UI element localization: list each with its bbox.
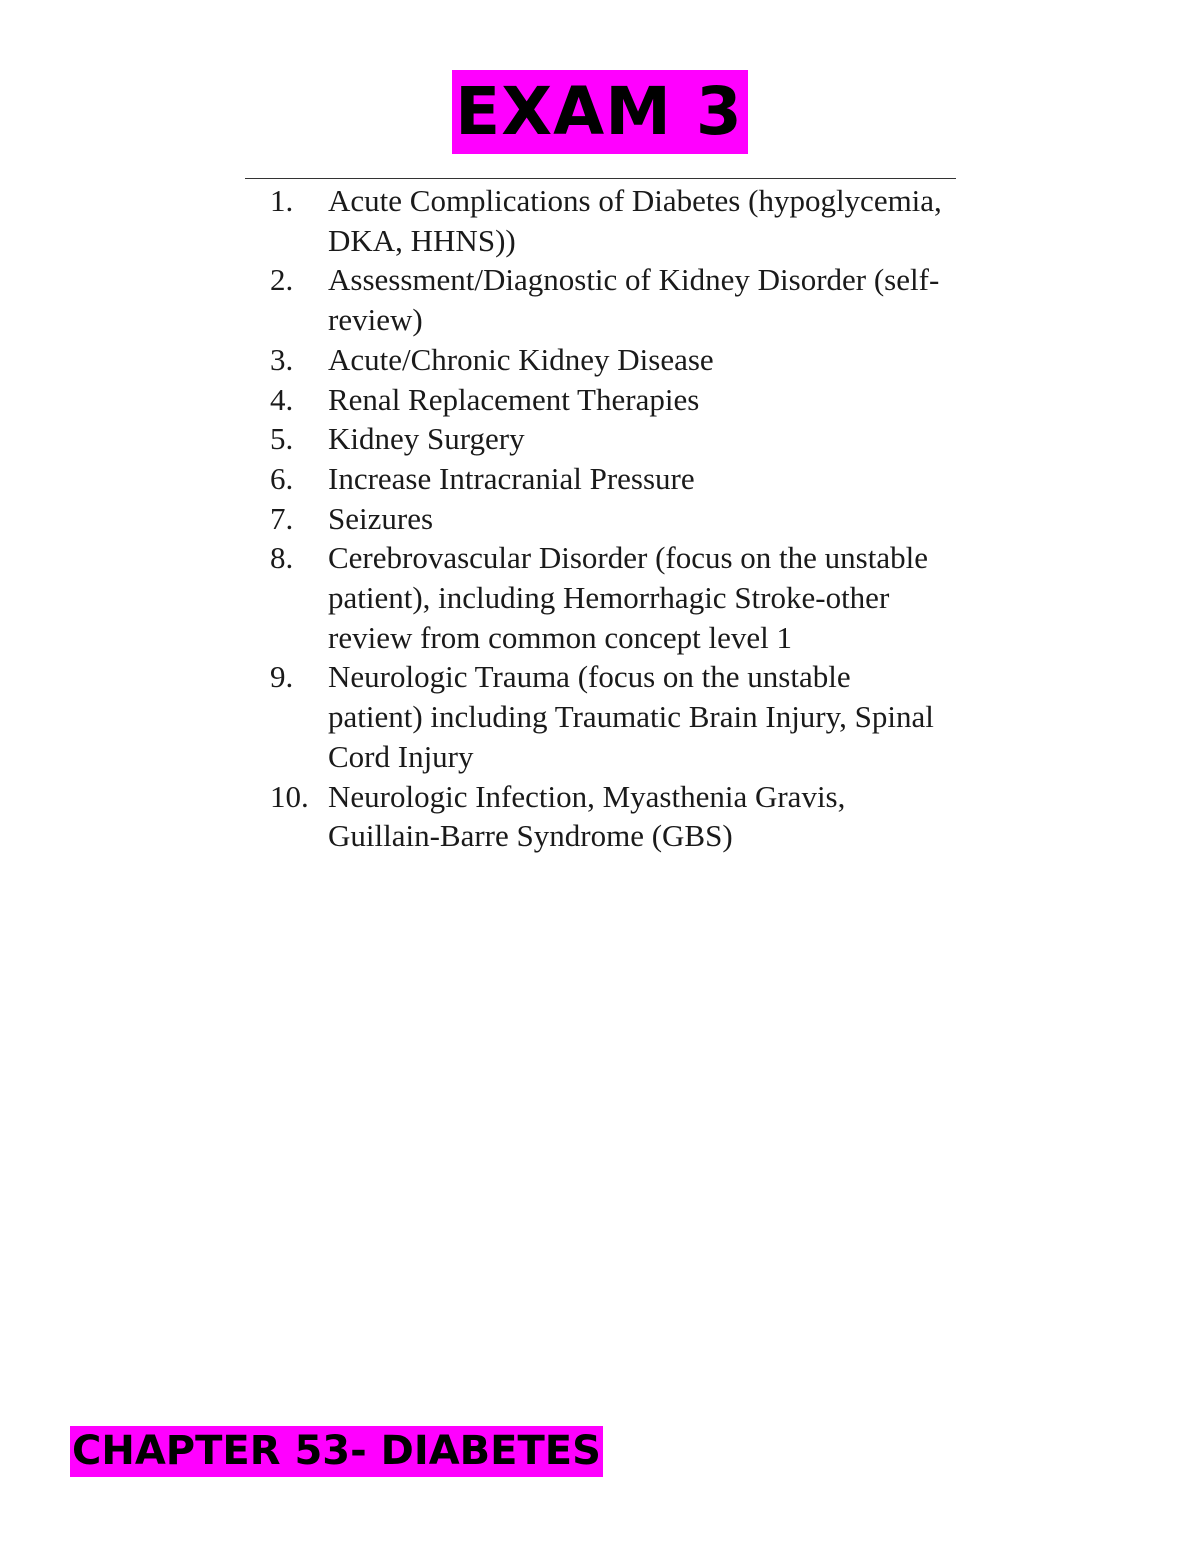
- title-container: [0, 70, 1200, 154]
- chapter-heading: CHAPTER 53- DIABETES: [70, 1426, 603, 1477]
- topic-number: 2.: [270, 262, 294, 298]
- topic-text: Neurologic Trauma (focus on the unstable patient) including Traumatic Brain Injury, Spinal Cord Injury: [328, 659, 934, 774]
- topic-item: [270, 459, 950, 499]
- topic-item: [270, 657, 950, 776]
- topic-text: Neurologic Infection, Myasthenia Gravis, Guillain-Barre Syndrome (GBS): [328, 778, 846, 854]
- topic-number: 9.: [270, 659, 294, 695]
- exam-topic-list: [270, 181, 950, 856]
- topic-item: [270, 499, 950, 539]
- topic-number: 7.: [270, 500, 294, 536]
- topic-item: [270, 340, 950, 380]
- topic-text: Cerebrovascular Disorder (focus on the unstable patient), including Hemorrhagic Stroke-other review from common concept level 1: [328, 540, 928, 655]
- topic-text: Acute Complications of Diabetes (hypoglycemia, DKA, HHNS)): [328, 183, 942, 258]
- topic-text: Kidney Surgery: [328, 421, 525, 457]
- topic-number: 4.: [270, 381, 294, 417]
- topic-item: [270, 260, 950, 339]
- page-title: EXAM 3: [452, 70, 748, 154]
- topic-item: [270, 181, 950, 260]
- topic-number: 3.: [270, 341, 294, 377]
- topic-text: Acute/Chronic Kidney Disease: [328, 341, 714, 377]
- topic-number: 5.: [270, 421, 294, 457]
- topic-number: 10.: [270, 778, 309, 814]
- topic-item: [270, 538, 950, 657]
- topic-number: 1.: [270, 183, 294, 218]
- topic-text: Seizures: [328, 500, 434, 536]
- topic-text: Increase Intracranial Pressure: [328, 460, 695, 496]
- title-divider: [245, 178, 956, 179]
- topic-text: Renal Replacement Therapies: [328, 381, 700, 417]
- topic-item: [270, 419, 950, 459]
- topic-number: 8.: [270, 540, 294, 576]
- topic-text: Assessment/Diagnostic of Kidney Disorder (self-review): [328, 262, 940, 338]
- topic-item: [270, 380, 950, 420]
- topic-item: [270, 777, 950, 856]
- topic-number: 6.: [270, 460, 294, 496]
